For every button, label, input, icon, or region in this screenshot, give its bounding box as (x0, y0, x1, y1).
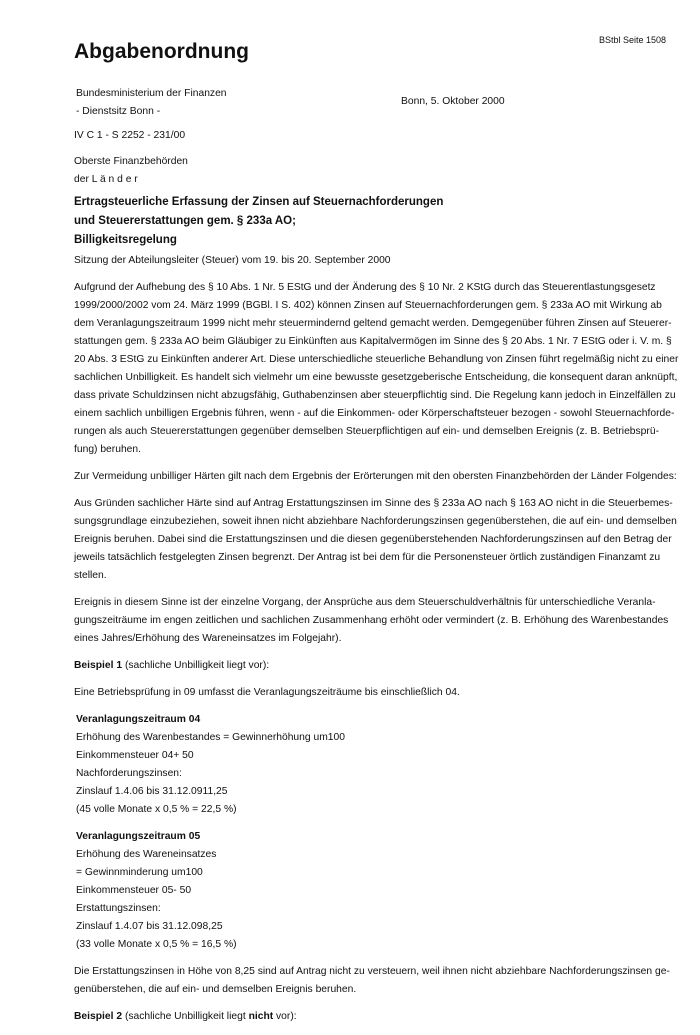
example-2-end: vor): (273, 1011, 297, 1022)
example-1-suffix: (sachliche Unbilligkeit liegt vor): (122, 660, 270, 671)
sender-location: - Dienstsitz Bonn - (76, 106, 161, 117)
calculation-line: Erhöhung des Wareneinsatzes (76, 849, 217, 860)
paragraph-line: jeweils tatsächlich festgelegten Zinsen begrenzt. Der Antrag ist bei dem für die Personensteuer örtlich zuständigen Finanzamt zu (74, 552, 661, 563)
paragraph-line: stattungen gem. § 233a AO beim Gläubiger zu Einkünften aus Kapitalvermögen im Sinne des § 20 Abs. 1 Nr. 7 EStG oder i. V. m. § (74, 336, 672, 347)
calculation-line: Zinslauf 1.4.06 bis 31.12.0911,25 (76, 786, 228, 797)
calculation-vz04 (76, 711, 629, 819)
paragraph-line: dem Veranlagungszeitraum 1999 nicht mehr steuermindernd geltend gemacht werden. Demgegenüber führen Zinsen auf Steuerer- (74, 318, 672, 329)
recipient-block (74, 153, 188, 189)
calculation-line: Erhöhung des Warenbestandes = Gewinnerhöhung um100 (76, 732, 345, 743)
paragraph-line: sungsgrundlage einzubeziehen, soweit ihnen nicht abziehbare Nachforderungszinsen gegenüberstehen, die auf ein- und demselben (74, 516, 677, 527)
paragraph-5 (74, 963, 670, 999)
reference-number: IV C 1 - S 2252 - 231/00 (74, 130, 186, 141)
example-1-intro: Eine Betriebsprüfung in 09 umfasst die Veranlagungszeiträume bis einschließlich 04. (74, 687, 460, 698)
calculation-line: (45 volle Monate x 0,5 % = 22,5 %) (76, 804, 237, 815)
calculation-line: Einkommensteuer 04+ 50 (76, 750, 194, 761)
calculation-line: (33 volle Monate x 0,5 % = 16,5 %) (76, 939, 237, 950)
subject-line-1: Ertragsteuerliche Erfassung der Zinsen auf Steuernachforderungen (74, 196, 444, 208)
sender-name: Bundesministerium der Finanzen (76, 88, 227, 99)
calculation-line: Erstattungszinsen: (76, 903, 161, 914)
letter-body (74, 252, 679, 1035)
paragraph-line: sachlichen Unbilligkeit. Es handelt sich vielmehr um eine bewusste gesetzgeberische Entscheidung, die konsequent daran anknüpft, (74, 372, 678, 383)
example-2-mid: (sachliche Unbilligkeit liegt (122, 1011, 249, 1022)
paragraph-line: Aus Gründen sachlicher Härte sind auf Antrag Erstattungszinsen im Sinne des § 233a AO nach § 163 AO nicht in die Steuerbemes- (74, 498, 673, 509)
calculation-line: Zinslauf 1.4.07 bis 31.12.098,25 (76, 921, 223, 932)
paragraph-line: gungszeiträume im engen zeitlichen und sachlichen Zusammenhang erhöht oder vermindert (z. B. Erhöhung des Warenbestandes (74, 615, 669, 626)
subject-line-2: und Steuererstattungen gem. § 233a AO; (74, 215, 296, 227)
example-2-label: Beispiel 2 (74, 1011, 123, 1022)
calculation-line: = Gewinnminderung um100 (76, 867, 203, 878)
page-title: Abgabenordnung (74, 40, 249, 63)
sender-block (76, 85, 227, 121)
paragraph-2 (74, 468, 677, 486)
letter-date: Bonn, 5. Oktober 2000 (401, 96, 505, 107)
paragraph-line: rungen als auch Steuererstattungen gegenüber demselben Steuerpflichtigen auf ein- und demselben Ereignis (z. B. Betriebsprü- (74, 426, 659, 437)
session-line: Sitzung der Abteilungsleiter (Steuer) vom 19. bis 20. September 2000 (74, 255, 391, 266)
paragraph-line: fung) beruhen. (74, 444, 141, 455)
recipient-line-1: Oberste Finanzbehörden (74, 156, 188, 167)
paragraph-4 (74, 594, 669, 648)
example-1-heading (74, 657, 629, 675)
subject-line-3: Billigkeitsregelung (74, 234, 177, 246)
paragraph-line: Die Erstattungszinsen in Höhe von 8,25 sind auf Antrag nicht zu versteuern, weil ihnen nicht abziehbare Nachforderungszinsen ge- (74, 966, 670, 977)
paragraph-3 (74, 495, 677, 585)
paragraph-line: Ereignis beruhen. Dabei sind die Erstattungszinsen und die diesen gegenüberstehenden Nachforderungszinsen auf den Betrag der (74, 534, 672, 545)
paragraph-line: einem sachlich unbilligen Ergebnis führen, wenn - auf die Einkommen- oder Körperschaftsteuer bezogen - sowohl Steuernachforde- (74, 408, 675, 419)
calculation-heading: Veranlagungszeitraum 04 (76, 714, 201, 725)
paragraph-line: 1999/2000/2002 vom 24. März 1999 (BGBl. I S. 402) können Zinsen auf Steuernachforderungen gem. § 233a AO mit Wirkung ab (74, 300, 662, 311)
page-reference: BStbl Seite 1508 (598, 35, 666, 45)
paragraph-line: dass private Schuldzinsen nicht abzugsfähig, Guthabenzinsen aber steuerpflichtig sind. Die Regelung kann jedoch in Einzelfällen zu (74, 390, 676, 401)
paragraph-1 (74, 279, 679, 459)
recipient-line-2: der L ä n d e r (74, 174, 138, 185)
calculation-vz05 (76, 828, 629, 954)
paragraph-line: Zur Vermeidung unbilliger Härten gilt nach dem Ergebnis der Erörterungen mit den obersten Finanzbehörden der Länder Folgendes: (74, 471, 677, 482)
calculation-heading: Veranlagungszeitraum 05 (76, 831, 201, 842)
paragraph-line: Aufgrund der Aufhebung des § 10 Abs. 1 Nr. 5 EStG und der Änderung des § 10 Nr. 2 KStG durch das Steuerentlastungsgesetz (74, 282, 656, 293)
example-1-label: Beispiel 1 (74, 660, 123, 671)
subject-heading (74, 193, 634, 250)
paragraph-line: stellen. (74, 570, 107, 581)
paragraph-line: 20 Abs. 3 EStG zu Einkünften anderer Art. Diese unterschiedliche steuerliche Behandlung von Zinsen führt regelmäßig nicht zu einer (74, 354, 679, 365)
paragraph-line: Ereignis in diesem Sinne ist der einzelne Vorgang, der Ansprüche aus dem Steuerschuldverhältnis für unterschiedliche Veranla- (74, 597, 656, 608)
example-2-emphasis: nicht (248, 1011, 274, 1022)
paragraph-line: eines Jahres/Erhöhung des Wareneinsatzes im Folgejahr). (74, 633, 342, 644)
calculation-line: Nachforderungszinsen: (76, 768, 182, 779)
example-2-heading (74, 1008, 629, 1026)
paragraph-line: genüberstehen, die auf ein- und demselben Ereignis beruhen. (74, 984, 357, 995)
calculation-line: Einkommensteuer 05- 50 (76, 885, 192, 896)
